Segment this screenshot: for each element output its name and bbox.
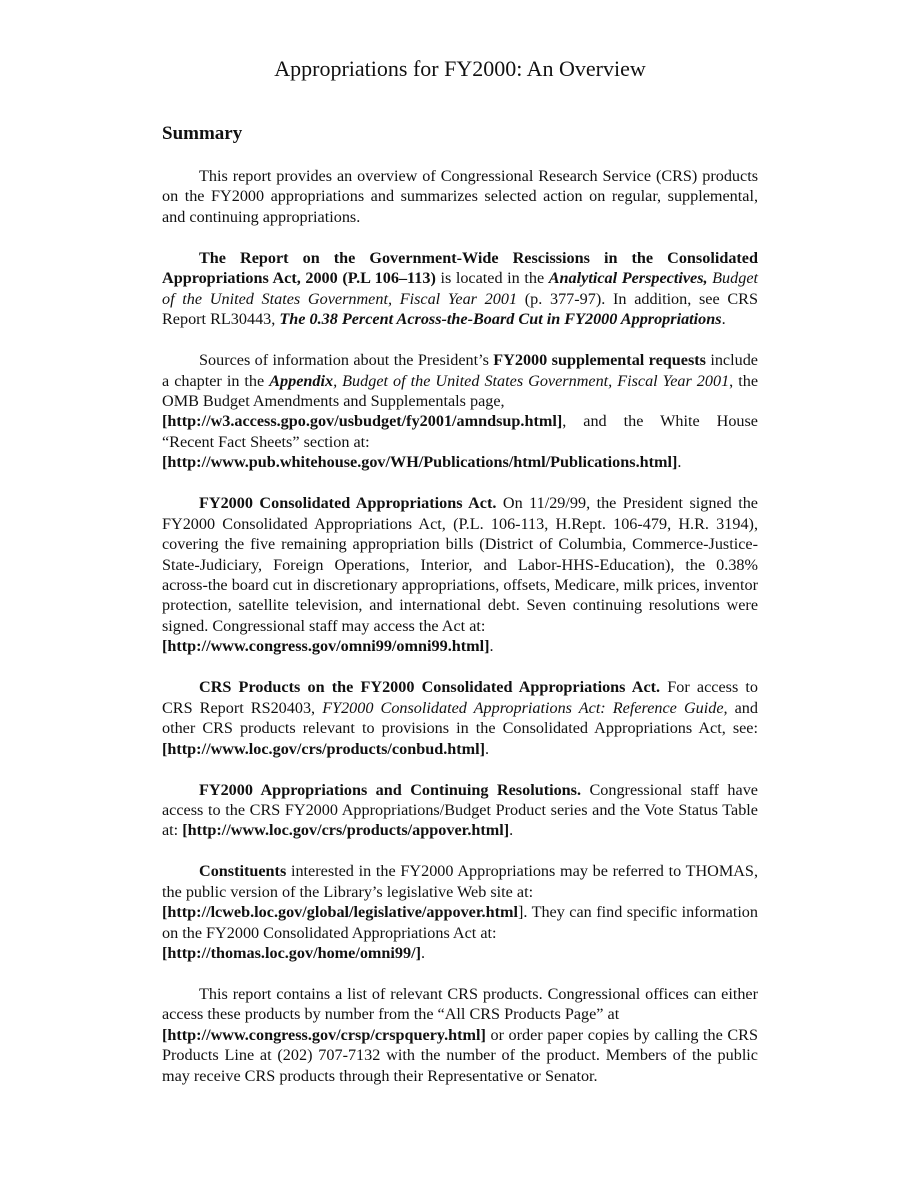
rescissions-text-1: is located in the [435,269,549,288]
paragraph-consolidated-act: FY2000 Consolidated Appropriations Act. On 11/29/99, the President signed the FY2000 Consolidated Appropriations Act, (P.L. 106-113, H.Rept. 106-479, H.R. 3194), covering the five remaining appropriation bills (District of Columbia, Commerce-Justice-State-Judiciary, Foreign Operations, Interior, and Labor-HHS-Education), the 0.38% across-the board cut in discretionary appropriations, offsets, Medicare, milk prices, inventor protection, satellite television, and international debt. Seven continuing resolutions were signed. Congressional staff may access the Act at: [http://www.congress.gov/omni99/omni99.html]. [162,494,758,656]
analytical-perspectives-title: Analytical Perspectives, [548,269,708,288]
document-page [162,54,758,1107]
budget-title: Budget of the United States Government, Fiscal Year 2001 [162,269,758,308]
consolidated-act-lead: FY2000 Consolidated Appropriations Act. [199,494,497,513]
whitehouse-publications-link[interactable]: [http://www.pub.whitehouse.gov/WH/Publications/html/Publications.html] [162,453,678,472]
rescissions-text-2: (p. 377-97). In addition, see CRS Report RL30443, [162,289,758,329]
constituents-lead: Constituents [199,862,287,881]
omni99-link[interactable]: [http://www.congress.gov/omni99/omni99.html] [162,637,490,656]
summary-heading: Summary [162,123,243,144]
continuing-resolutions-lead: FY2000 Appropriations and Continuing Resolutions. [199,780,582,799]
paragraph-crs-products: CRS Products on the FY2000 Consolidated Appropriations Act. For access to CRS Report RS20403, FY2000 Consolidated Appropriations Act: Reference Guide, and other CRS products relevant to provisions in the Consolidated Appropriations Act, see: [http://www.loc.gov/crs/products/conbud.html]. [162,678,759,758]
paragraph-constituents: Constituents interested in the FY2000 Appropriations may be referred to THOMAS, the public version of the Library’s legislative Web site at: [http://lcweb.loc.gov/global/legislative/appover.html]. They can find specific information on the FY2000 Consolidated Appropriations Act at: [http://thomas.loc.gov/home/omni99/]. [162,862,758,963]
appover-link[interactable]: [http://www.loc.gov/crs/products/appover.html] [182,821,510,840]
overview-text: This report provides an overview of Congressional Research Service (CRS) products on the FY2000 appropriations and summarizes selected action on regular, supplemental, and continuing appropriations. [162,167,758,226]
appendix-title: Appendix [269,371,334,390]
paragraph-overview [162,166,758,227]
paragraph-continuing-resolutions: FY2000 Appropriations and Continuing Resolutions. Congressional staff have access to the CRS FY2000 Appropriations/Budget Product series and the Vote Status Table at: [http://www.loc.gov/crs/products/appover.html]. [162,780,758,840]
omb-amendments-link[interactable]: [http://w3.access.gpo.gov/usbudget/fy2001/amndsup.html] [162,412,563,431]
rescissions-lead: The Report on the Government-Wide Rescissions in the Consolidated Appropriations Act, 2000 (P.L 106–113) [162,248,758,288]
appendix-budget-title: , Budget of the United States Government, Fiscal Year 2001 [333,371,730,390]
crspquery-link[interactable]: [http://www.congress.gov/crsp/crspquery.html] [162,1025,486,1044]
paragraph-rescissions: The Report on the Government-Wide Rescissions in the Consolidated Appropriations Act, 2000 (P.L 106–113) is located in the Analytical Perspectives, Budget of the United States Government, Fiscal Year 2001 (p. 377-97). In addition, see CRS Report RL30443, The 0.38 Percent Across-the-Board Cut in FY2000 Appropriations. [162,248,758,329]
paragraph-report-contents: This report contains a list of relevant CRS products. Congressional offices can either access these products by number from the “All CRS Products Page” at [http://www.congress.gov/crsp/crspquery.html] or order paper copies by calling the CRS Products Line at (202) 707-7132 with the number of the product. Members of the public may receive CRS products through their Representative or Senator. [162,985,758,1085]
rs20403-title: FY2000 Consolidated Appropriations Act: Reference Guide, [322,698,728,717]
paragraph-supplemental: Sources of information about the President’s FY2000 supplemental requests include a chapter in the Appendix, Budget of the United States Government, Fiscal Year 2001, the OMB Budget Amendments and Supplementals page, [http://w3.access.gpo.gov/usbudget/fy2001/amndsup.html], and the White House “Recent Fact Sheets” section at: [http://www.pub.whitehouse.gov/WH/Publications/html/Publications.html]. [162,351,759,472]
consolidated-act-text: On 11/29/99, the President signed the FY2000 Consolidated Appropriations Act, (P.L. 106-113, H.Rept. 106-479, H.R. 3194), covering the five remaining appropriation bills (District of Columbia, Commerce-Justice-State-Judiciary, Foreign Operations, Interior, and Labor-HHS-Education), the 0.38% across-the board cut in discretionary appropriations, offsets, Medicare, milk prices, inventor protection, satellite television, and international debt. Seven continuing resolutions were signed. Congressional staff may access the Act at: [162,494,758,635]
thomas-omni99-link[interactable]: [http://thomas.loc.gov/home/omni99/] [162,944,421,963]
lcweb-appover-link[interactable]: [http://lcweb.loc.gov/global/legislative/appover.html [162,903,518,922]
page-title: Appropriations for FY2000: An Overview [274,56,646,81]
supplemental-requests-bold: FY2000 supplemental requests [493,351,706,370]
crs-products-lead: CRS Products on the FY2000 Consolidated Appropriations Act. [199,678,661,697]
rl30443-title: The 0.38 Percent Across-the-Board Cut in FY2000 Appropriations [279,310,722,329]
conbud-link[interactable]: [http://www.loc.gov/crs/products/conbud.html] [162,739,486,758]
